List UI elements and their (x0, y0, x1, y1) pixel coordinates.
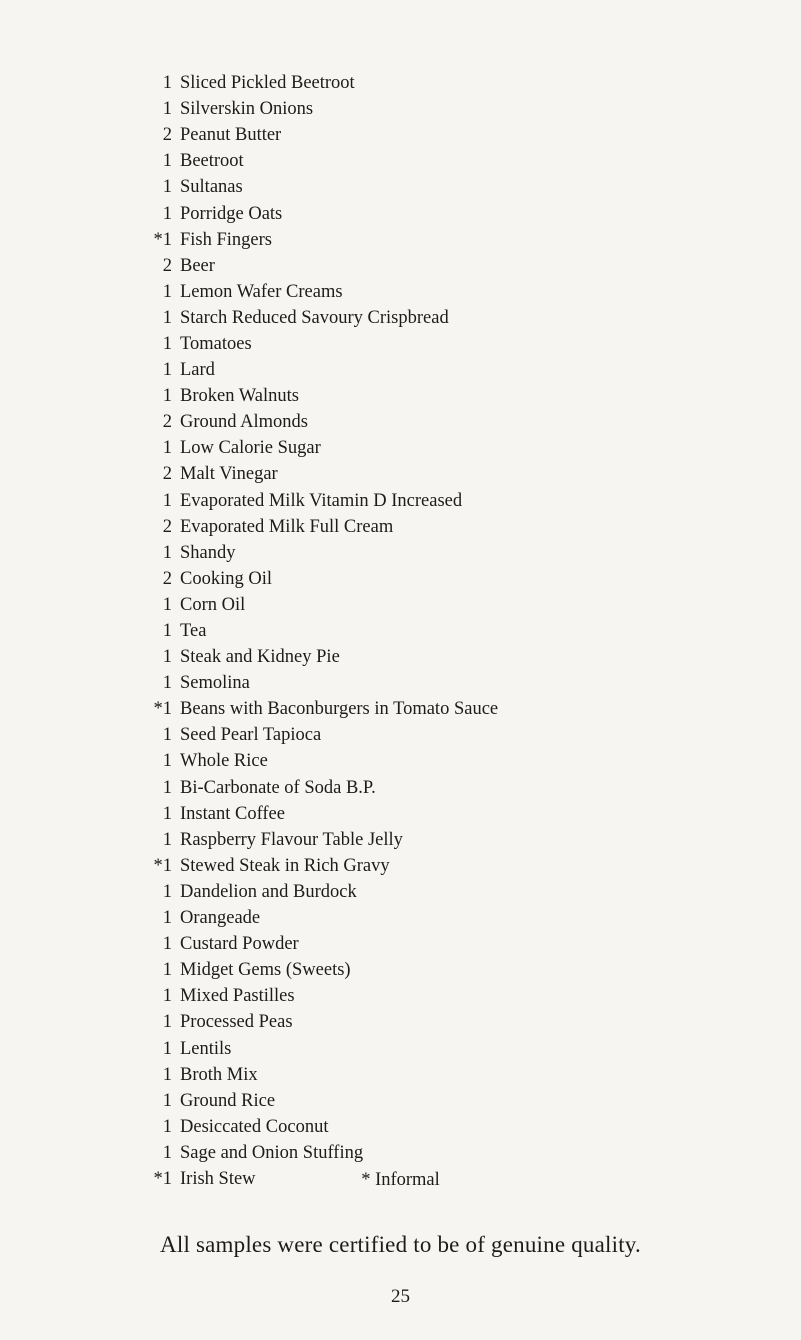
list-item (150, 957, 750, 983)
list-item (150, 1062, 750, 1088)
item-name: Whole Rice (180, 751, 268, 772)
item-quantity: 1 (162, 542, 172, 563)
item-name: Shandy (180, 542, 236, 563)
list-item (150, 644, 750, 670)
item-name: Orangeade (180, 908, 261, 929)
item-quantity: 1 (162, 647, 172, 668)
item-name: Evaporated Milk Full Cream (180, 516, 394, 537)
list-item (150, 409, 750, 435)
list-item (150, 722, 750, 748)
item-name: Instant Coffee (180, 803, 285, 824)
item-quantity: 1 (162, 1012, 172, 1033)
list-item (150, 983, 750, 1009)
list-item (150, 592, 750, 618)
list-item (150, 70, 750, 96)
list-item (150, 618, 750, 644)
list-item (150, 435, 750, 461)
item-quantity: 1 (162, 203, 172, 224)
list-item (150, 879, 750, 905)
item-quantity: 1 (162, 829, 172, 850)
item-quantity: 1 (162, 908, 172, 929)
item-quantity: 1 (162, 490, 172, 511)
item-name: Lard (180, 360, 215, 381)
item-name: Irish Stew (180, 1168, 256, 1189)
list-item (150, 1088, 750, 1114)
item-name: Steak and Kidney Pie (180, 647, 340, 668)
item-quantity: 2 (162, 568, 172, 589)
item-name: Porridge Oats (180, 203, 283, 224)
item-quantity: 1 (162, 1064, 172, 1085)
item-name: Malt Vinegar (180, 464, 278, 485)
item-name: Semolina (180, 673, 250, 694)
list-item (150, 174, 750, 200)
item-name: Peanut Butter (180, 125, 282, 146)
item-name: Low Calorie Sugar (180, 438, 321, 459)
list-item (150, 279, 750, 305)
item-name: Tomatoes (180, 333, 252, 354)
item-quantity: 1 (162, 881, 172, 902)
item-quantity: 1 (162, 177, 172, 198)
item-name: Sliced Pickled Beetroot (180, 73, 355, 94)
list-item (150, 827, 750, 853)
item-name: Evaporated Milk Vitamin D Increased (180, 490, 463, 511)
footnote (0, 1170, 801, 1191)
list-item (150, 1114, 750, 1140)
item-name: Dandelion and Burdock (180, 881, 357, 902)
item-name: Lemon Wafer Creams (180, 281, 343, 302)
item-quantity: 1 (162, 777, 172, 798)
list-item (150, 305, 750, 331)
item-name: Raspberry Flavour Table Jelly (180, 829, 403, 850)
item-quantity: 1 (162, 1090, 172, 1111)
list-item (150, 540, 750, 566)
item-name: Starch Reduced Savoury Crispbread (180, 307, 449, 328)
item-quantity: 1 (162, 438, 172, 459)
list-item (150, 96, 750, 122)
item-quantity: 1 (162, 386, 172, 407)
list-item (150, 670, 750, 696)
item-name: Custard Powder (180, 934, 299, 955)
item-quantity: 1 (162, 307, 172, 328)
item-quantity: 1 (162, 281, 172, 302)
item-name: Mixed Pastilles (180, 986, 295, 1007)
list-item (150, 148, 750, 174)
list-item (150, 931, 750, 957)
item-quantity: 1 (162, 960, 172, 981)
item-name: Desiccated Coconut (180, 1116, 329, 1137)
list-item (150, 748, 750, 774)
list-item (150, 357, 750, 383)
item-quantity: *1 (153, 229, 172, 250)
quality-statement: All samples were certified to be of genuine quality. (160, 1232, 641, 1257)
item-quantity: 2 (162, 516, 172, 537)
item-quantity: 1 (162, 360, 172, 381)
item-quantity: 1 (162, 73, 172, 94)
item-quantity: *1 (153, 855, 172, 876)
item-quantity: 1 (162, 1116, 172, 1137)
item-quantity: 1 (162, 803, 172, 824)
footnote-text: * Informal (361, 1170, 440, 1190)
list-item (150, 488, 750, 514)
item-quantity: 1 (162, 333, 172, 354)
list-item (150, 461, 750, 487)
list-item (150, 200, 750, 226)
list-item (150, 253, 750, 279)
list-item (150, 514, 750, 540)
list-item (150, 1140, 750, 1166)
list-item (150, 566, 750, 592)
item-name: Beetroot (180, 151, 244, 172)
item-quantity: 1 (162, 751, 172, 772)
list-item (150, 696, 750, 722)
item-name: Cooking Oil (180, 568, 272, 589)
item-name: Midget Gems (Sweets) (180, 960, 351, 981)
item-name: Sage and Onion Stuffing (180, 1142, 364, 1163)
sample-list (150, 70, 750, 1192)
item-name: Tea (180, 621, 207, 642)
item-name: Beer (180, 255, 215, 276)
item-name: Corn Oil (180, 594, 246, 615)
item-quantity: 1 (162, 1142, 172, 1163)
item-quantity: 2 (162, 125, 172, 146)
item-quantity: 1 (162, 594, 172, 615)
item-name: Ground Almonds (180, 412, 308, 433)
item-name: Lentils (180, 1038, 232, 1059)
item-quantity: *1 (153, 1168, 172, 1189)
item-name: Silverskin Onions (180, 99, 314, 120)
list-item (150, 383, 750, 409)
item-quantity: 1 (162, 99, 172, 120)
item-name: Processed Peas (180, 1012, 293, 1033)
item-name: Broken Walnuts (180, 386, 299, 407)
item-quantity: 1 (162, 621, 172, 642)
item-quantity: 1 (162, 986, 172, 1007)
list-item (150, 801, 750, 827)
item-quantity: 1 (162, 1038, 172, 1059)
list-item (150, 1035, 750, 1061)
list-item (150, 905, 750, 931)
item-quantity: 2 (162, 464, 172, 485)
item-quantity: 1 (162, 934, 172, 955)
item-quantity: 2 (162, 412, 172, 433)
item-name: Stewed Steak in Rich Gravy (180, 855, 390, 876)
item-quantity: 1 (162, 151, 172, 172)
item-name: Ground Rice (180, 1090, 276, 1111)
item-name: Seed Pearl Tapioca (180, 725, 322, 746)
item-quantity: 1 (162, 725, 172, 746)
item-name: Beans with Baconburgers in Tomato Sauce (180, 699, 499, 720)
item-name: Broth Mix (180, 1064, 258, 1085)
item-quantity: 1 (162, 673, 172, 694)
list-item (150, 775, 750, 801)
item-quantity: 2 (162, 255, 172, 276)
list-item (150, 1009, 750, 1035)
item-quantity: *1 (153, 699, 172, 720)
item-name: Bi-Carbonate of Soda B.P. (180, 777, 376, 798)
page-number: 25 (391, 1286, 410, 1307)
list-item (150, 122, 750, 148)
list-item (150, 331, 750, 357)
item-name: Sultanas (180, 177, 243, 198)
list-item (150, 853, 750, 879)
item-name: Fish Fingers (180, 229, 273, 250)
list-item (150, 227, 750, 253)
